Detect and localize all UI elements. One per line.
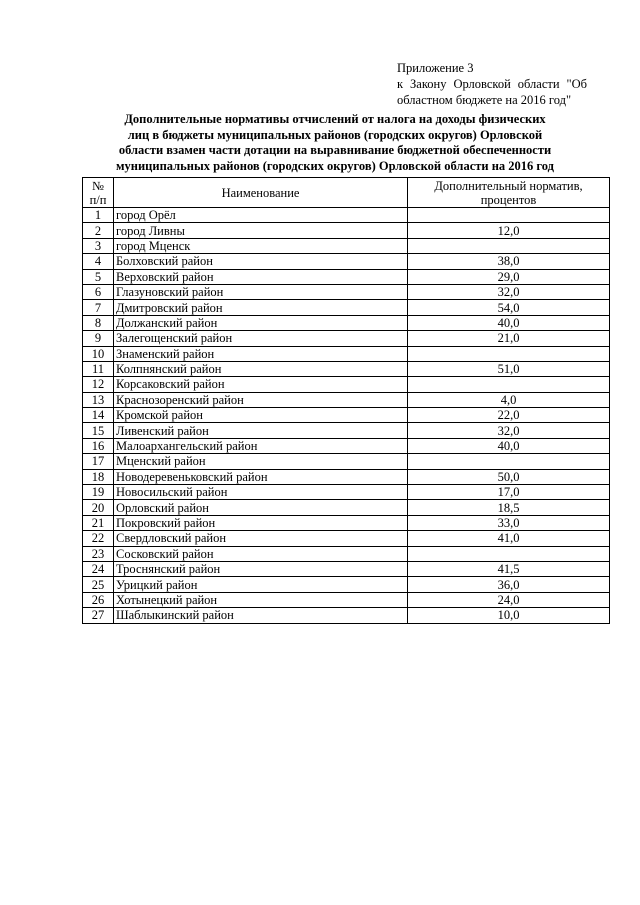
row-name: Новодеревеньковский район xyxy=(114,469,408,484)
row-name: Колпнянский район xyxy=(114,361,408,376)
row-value: 32,0 xyxy=(408,284,610,299)
title-line-4: муниципальных районов (городских округов) Орловской области на 2016 год xyxy=(116,158,554,173)
row-number: 24 xyxy=(83,561,114,576)
row-number: 7 xyxy=(83,300,114,315)
row-name: Болховский район xyxy=(114,254,408,269)
row-number: 21 xyxy=(83,515,114,530)
row-name: Шаблыкинский район xyxy=(114,608,408,623)
table-row xyxy=(83,377,610,392)
row-number: 8 xyxy=(83,315,114,330)
row-name: город Орёл xyxy=(114,208,408,223)
row-value xyxy=(408,238,610,253)
appendix-line-1: Приложение 3 xyxy=(397,61,474,75)
header-norm xyxy=(408,178,610,208)
table-row xyxy=(83,361,610,376)
row-value: 51,0 xyxy=(408,361,610,376)
row-number: 3 xyxy=(83,238,114,253)
row-number: 6 xyxy=(83,284,114,299)
row-name: Краснозоренский район xyxy=(114,392,408,407)
row-name: город Мценск xyxy=(114,238,408,253)
row-name: город Ливны xyxy=(114,223,408,238)
row-name: Верховский район xyxy=(114,269,408,284)
row-value: 32,0 xyxy=(408,423,610,438)
row-name: Сосковский район xyxy=(114,546,408,561)
row-number: 20 xyxy=(83,500,114,515)
table-row xyxy=(83,223,610,238)
table-row xyxy=(83,577,610,592)
row-number: 14 xyxy=(83,408,114,423)
row-number: 13 xyxy=(83,392,114,407)
row-value: 10,0 xyxy=(408,608,610,623)
row-number: 22 xyxy=(83,531,114,546)
table-row xyxy=(83,315,610,330)
title-line-2: лиц в бюджеты муниципальных районов (городских округов) Орловской xyxy=(127,127,543,142)
row-value xyxy=(408,377,610,392)
row-name: Свердловский район xyxy=(114,531,408,546)
row-value: 29,0 xyxy=(408,269,610,284)
row-value: 12,0 xyxy=(408,223,610,238)
table-row xyxy=(83,423,610,438)
row-value: 4,0 xyxy=(408,392,610,407)
row-number: 5 xyxy=(83,269,114,284)
row-value: 50,0 xyxy=(408,469,610,484)
norms-table xyxy=(82,177,610,624)
table-row xyxy=(83,392,610,407)
table-row xyxy=(83,331,610,346)
table-row xyxy=(83,515,610,530)
table-row xyxy=(83,546,610,561)
document-title xyxy=(100,112,570,174)
row-value: 38,0 xyxy=(408,254,610,269)
row-name: Новосильский район xyxy=(114,485,408,500)
header-norm-line-2: процентов xyxy=(480,192,537,207)
row-value: 54,0 xyxy=(408,300,610,315)
row-number: 10 xyxy=(83,346,114,361)
table-row xyxy=(83,300,610,315)
row-name: Мценский район xyxy=(114,454,408,469)
row-value xyxy=(408,546,610,561)
row-number: 4 xyxy=(83,254,114,269)
row-value: 24,0 xyxy=(408,592,610,607)
row-value: 36,0 xyxy=(408,577,610,592)
row-name: Дмитровский район xyxy=(114,300,408,315)
row-value: 41,0 xyxy=(408,531,610,546)
row-name: Глазуновский район xyxy=(114,284,408,299)
row-number: 16 xyxy=(83,438,114,453)
title-line-3: области взамен части дотации на выравнивание бюджетной обеспеченности xyxy=(118,143,552,157)
table-row xyxy=(83,438,610,453)
row-name: Кромской район xyxy=(114,408,408,423)
row-name: Троснянский район xyxy=(114,561,408,576)
appendix-reference xyxy=(397,60,587,108)
table-row xyxy=(83,561,610,576)
row-value: 18,5 xyxy=(408,500,610,515)
title-line-1: Дополнительные нормативы отчислений от налога на доходы физических xyxy=(124,112,546,126)
table-row xyxy=(83,208,610,223)
table-row xyxy=(83,408,610,423)
row-name: Залегощенский район xyxy=(114,331,408,346)
row-number: 18 xyxy=(83,469,114,484)
row-number: 26 xyxy=(83,592,114,607)
row-number: 27 xyxy=(83,608,114,623)
table-row xyxy=(83,485,610,500)
table-row xyxy=(83,469,610,484)
row-name: Знаменский район xyxy=(114,346,408,361)
row-number: 2 xyxy=(83,223,114,238)
row-number: 25 xyxy=(83,577,114,592)
row-number: 9 xyxy=(83,331,114,346)
table-header-row xyxy=(83,178,610,208)
table-row xyxy=(83,254,610,269)
row-name: Урицкий район xyxy=(114,577,408,592)
table-row xyxy=(83,608,610,623)
row-number: 15 xyxy=(83,423,114,438)
row-name: Малоархангельский район xyxy=(114,438,408,453)
table-row xyxy=(83,269,610,284)
row-value: 40,0 xyxy=(408,315,610,330)
table-row xyxy=(83,531,610,546)
header-number xyxy=(83,178,114,208)
row-number: 19 xyxy=(83,485,114,500)
table-row xyxy=(83,592,610,607)
row-value: 22,0 xyxy=(408,408,610,423)
table-row xyxy=(83,500,610,515)
table-row xyxy=(83,238,610,253)
row-value: 40,0 xyxy=(408,438,610,453)
appendix-line-3: областном бюджете на 2016 год" xyxy=(397,93,572,107)
header-number-line-1: № xyxy=(92,178,104,193)
row-value xyxy=(408,208,610,223)
row-number: 17 xyxy=(83,454,114,469)
row-value: 17,0 xyxy=(408,485,610,500)
row-name: Корсаковский район xyxy=(114,377,408,392)
row-value xyxy=(408,454,610,469)
appendix-line-2: к Закону Орловской области "Об xyxy=(397,77,587,91)
table-body xyxy=(83,208,610,624)
header-name: Наименование xyxy=(114,178,408,208)
row-value xyxy=(408,346,610,361)
row-name: Орловский район xyxy=(114,500,408,515)
table-row xyxy=(83,454,610,469)
header-norm-line-1: Дополнительный норматив, xyxy=(434,178,583,193)
row-number: 11 xyxy=(83,361,114,376)
row-value: 21,0 xyxy=(408,331,610,346)
row-name: Ливенский район xyxy=(114,423,408,438)
row-number: 12 xyxy=(83,377,114,392)
row-name: Покровский район xyxy=(114,515,408,530)
table-row xyxy=(83,346,610,361)
row-number: 23 xyxy=(83,546,114,561)
row-name: Должанский район xyxy=(114,315,408,330)
row-name: Хотынецкий район xyxy=(114,592,408,607)
row-number: 1 xyxy=(83,208,114,223)
header-number-line-2: п/п xyxy=(89,192,107,207)
table-row xyxy=(83,284,610,299)
row-value: 33,0 xyxy=(408,515,610,530)
row-value: 41,5 xyxy=(408,561,610,576)
